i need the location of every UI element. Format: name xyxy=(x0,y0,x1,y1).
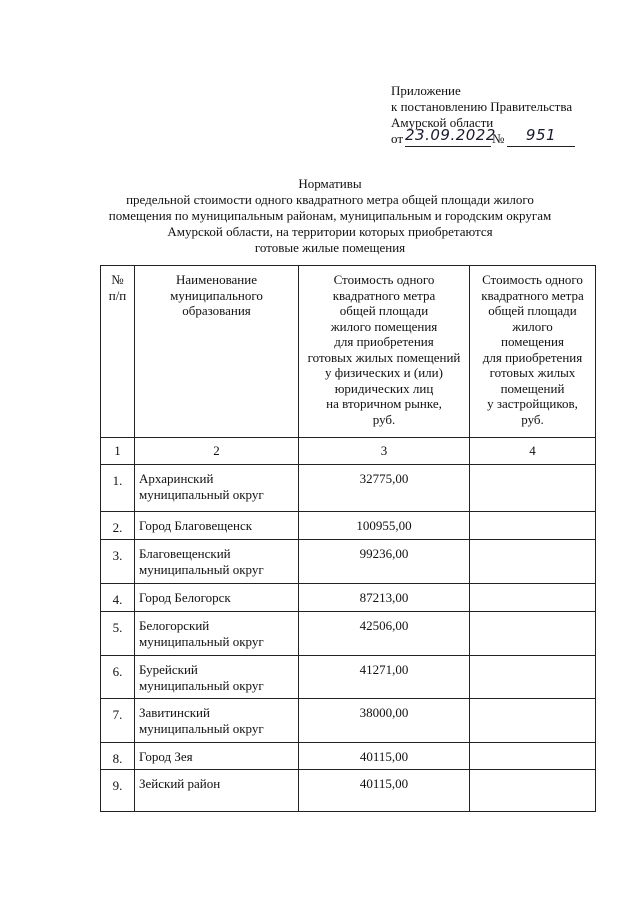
title-line-4: Амурской области, на территории которых приобретаются xyxy=(167,224,493,239)
table-header-row xyxy=(101,266,596,438)
handwritten-date: 23.09.2022 xyxy=(405,127,491,147)
cost-developer xyxy=(470,612,596,656)
appendix-region-line: Амурской области xyxy=(391,115,494,130)
cost-developer xyxy=(470,699,596,743)
municipality-name: Город Белогорск xyxy=(135,584,299,612)
column-number: 3 xyxy=(299,438,470,465)
cost-developer xyxy=(470,584,596,612)
cost-secondary-market: 32775,00 xyxy=(299,465,470,512)
cost-developer xyxy=(470,465,596,512)
table-row xyxy=(101,465,596,512)
appendix-title: Приложение xyxy=(391,83,461,98)
cost-secondary-market: 40115,00 xyxy=(299,770,470,812)
cost-secondary-market: 42506,00 xyxy=(299,612,470,656)
header-cell-name: Наименование муниципального образования xyxy=(135,266,299,438)
number-prefix: № xyxy=(492,131,505,146)
row-number: 2. xyxy=(101,512,135,540)
header-cell-number: № п/п xyxy=(101,266,135,438)
column-number-row xyxy=(101,438,596,465)
table-row xyxy=(101,584,596,612)
row-number: 1. xyxy=(101,465,135,512)
table-row xyxy=(101,699,596,743)
table-row xyxy=(101,512,596,540)
municipality-name: Архаринский муниципальный округ xyxy=(135,465,299,512)
title-line-5: готовые жилые помещения xyxy=(254,240,406,255)
document-title xyxy=(80,176,580,256)
cost-developer xyxy=(470,540,596,584)
cost-developer xyxy=(470,770,596,812)
table-row xyxy=(101,540,596,584)
municipality-name: Благовещенский муниципальный округ xyxy=(135,540,299,584)
cost-secondary-market: 38000,00 xyxy=(299,699,470,743)
cost-secondary-market: 41271,00 xyxy=(299,656,470,699)
date-prefix: от xyxy=(391,131,404,146)
header-cell-cost-developer: Стоимость одного квадратного метра общей площади жилого помещения для приобретения готовых жилых помещений у застройщиков, руб. xyxy=(470,266,596,438)
row-number: 9. xyxy=(101,770,135,812)
cost-secondary-market: 100955,00 xyxy=(299,512,470,540)
appendix-decree-line: к постановлению Правительства xyxy=(391,99,573,114)
column-number: 2 xyxy=(135,438,299,465)
title-line-3: помещения по муниципальным районам, муниципальным и городским округам xyxy=(108,208,552,223)
row-number: 3. xyxy=(101,540,135,584)
municipality-name: Город Благовещенск xyxy=(135,512,299,540)
cost-developer xyxy=(470,656,596,699)
appendix-date-number-line xyxy=(391,126,631,150)
handwritten-number: 951 xyxy=(507,127,575,147)
municipality-name: Завитинский муниципальный округ xyxy=(135,699,299,743)
municipality-name: Зейский район xyxy=(135,770,299,812)
row-number: 5. xyxy=(101,612,135,656)
column-number: 1 xyxy=(101,438,135,465)
cost-secondary-market: 99236,00 xyxy=(299,540,470,584)
table-row xyxy=(101,656,596,699)
row-number: 8. xyxy=(101,743,135,770)
municipality-name: Город Зея xyxy=(135,743,299,770)
norms-table xyxy=(100,265,596,812)
table-row xyxy=(101,612,596,656)
cost-secondary-market: 40115,00 xyxy=(299,743,470,770)
table-row xyxy=(101,770,596,812)
title-line-2: предельной стоимости одного квадратного метра общей площади жилого xyxy=(126,192,534,207)
municipality-name: Белогорский муниципальный округ xyxy=(135,612,299,656)
header-cell-cost-secondary: Стоимость одного квадратного метра общей площади жилого помещения для приобретения готовых жилых помещений у физических и (или) юридических лиц на вторичном рынке, руб. xyxy=(299,266,470,438)
cost-developer xyxy=(470,512,596,540)
cost-secondary-market: 87213,00 xyxy=(299,584,470,612)
column-number: 4 xyxy=(470,438,596,465)
row-number: 7. xyxy=(101,699,135,743)
row-number: 4. xyxy=(101,584,135,612)
appendix-block xyxy=(391,83,631,150)
cost-developer xyxy=(470,743,596,770)
row-number: 6. xyxy=(101,656,135,699)
table-row xyxy=(101,743,596,770)
title-line-1: Нормативы xyxy=(298,176,362,191)
municipality-name: Бурейский муниципальный округ xyxy=(135,656,299,699)
